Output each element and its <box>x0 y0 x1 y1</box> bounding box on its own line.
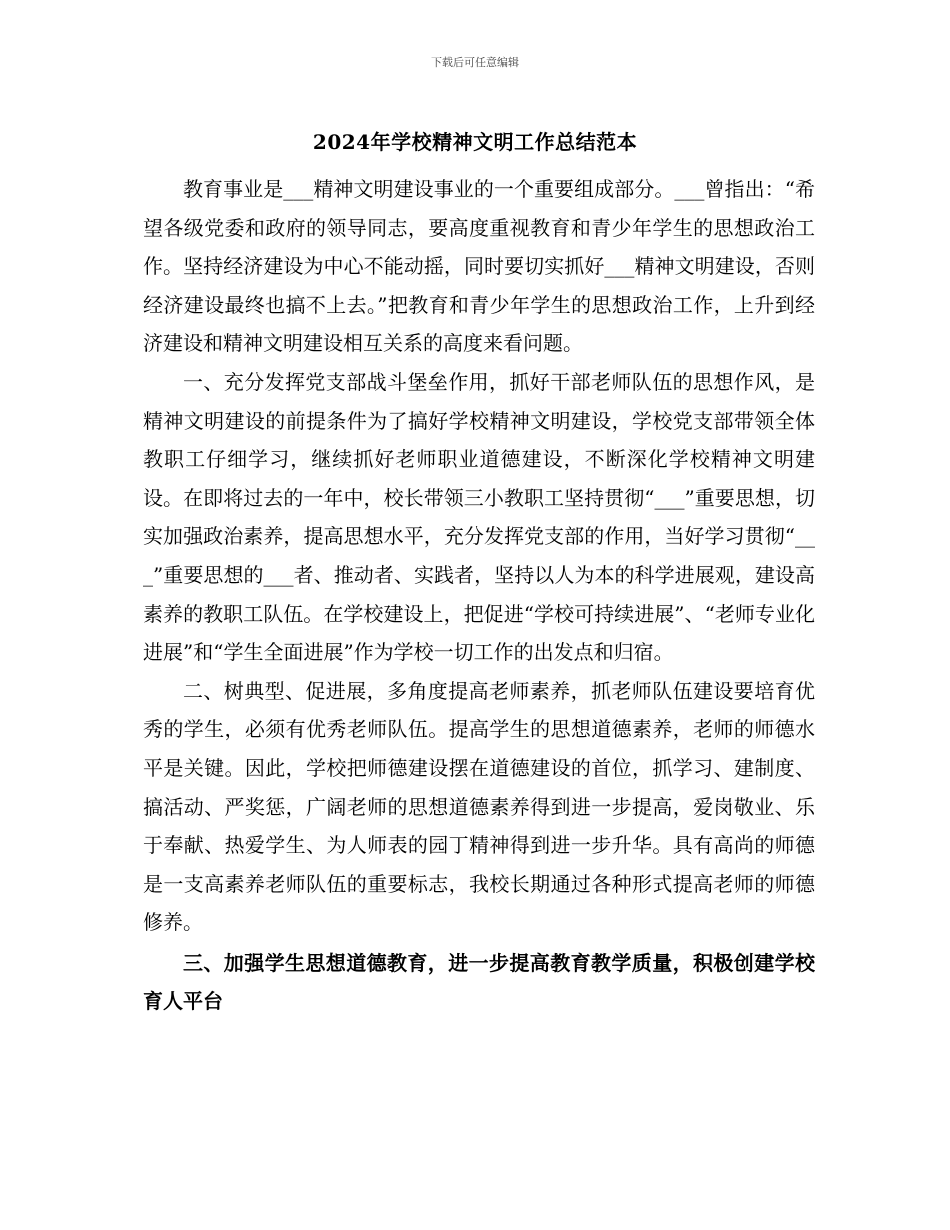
paragraph-intro: 教育事业是___精神文明建设事业的一个重要组成部分。___曾指出：“希望各级党委和政府的领导同志，要高度重视教育和青少年学生的思想政治工作。坚持经济建设为中心不能动摇，同时要切实抓好___精神文明建设，否则经济建设最终也搞不上去。”把教育和青少年学生的思想政治工作，上升到经济建设和精神文明建设相互关系的高度来看问题。 <box>143 177 815 356</box>
paragraph-section-2: 二、树典型、促进展，多角度提高老师素养，抓老师队伍建设要培育优秀的学生，必须有优秀老师队伍。提高学生的思想道德素养，老师的师德水平是关键。因此，学校把师德建设摆在道德建设的首位，抓学习、建制度、搞活动、严奖惩，广阔老师的思想道德素养得到进一步提高，爱岗敬业、乐于奉献、热爱学生、为人师表的园丁精神得到进一步升华。具有高尚的师德是一支高素养老师队伍的重要标志，我校长期通过各种形式提高老师的师德修养。 <box>143 678 815 935</box>
paragraph-section-1: 一、充分发挥党支部战斗堡垒作用，抓好干部老师队伍的思想作风，是精神文明建设的前提条件为了搞好学校精神文明建设，学校党支部带领全体教职工仔细学习，继续抓好老师职业道德建设，不断深化学校精神文明建设。在即将过去的一年中，校长带领三小教职工坚持贯彻“___”重要思想，切实加强政治素养，提高思想水平，充分发挥党支部的作用，当好学习贯彻“___”重要思想的___者、推动者、实践者，坚持以人为本的科学进展观，建设高素养的教职工队伍。在学校建设上，把促进“学校可持续进展”、“老师专业化进展”和“学生全面进展”作为学校一切工作的出发点和归宿。 <box>143 369 815 665</box>
section-3-heading: 三、加强学生思想道德教育，进一步提高教育教学质量，积极创建学校育人平台 <box>143 950 815 1014</box>
document-title: 2024年学校精神文明工作总结范本 <box>312 130 638 154</box>
document-body <box>143 170 815 1021</box>
header-note: 下载后可任意编辑 <box>431 56 519 69</box>
